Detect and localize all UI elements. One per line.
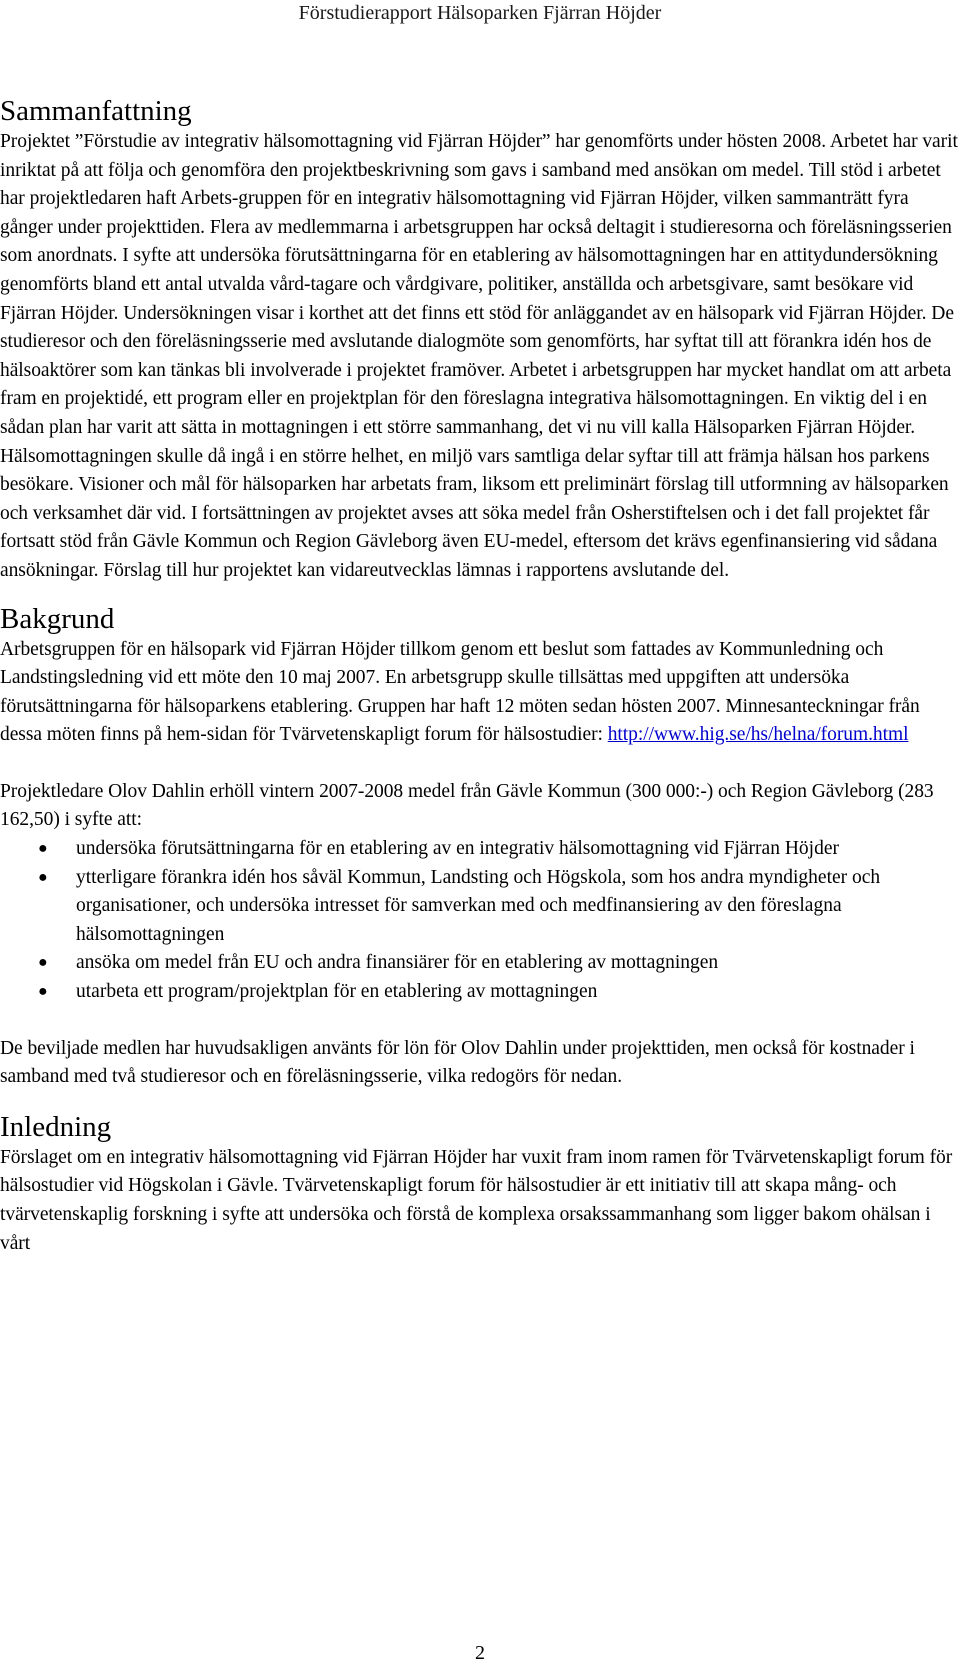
bakgrund-paragraph-2: Projektledare Olov Dahlin erhöll vintern 2007-2008 medel från Gävle Kommun (300 000:-) och Region Gävleborg (283 162,50) i syfte att: [0,780,934,831]
bakgrund-paragraph-3: De beviljade medlen har huvudsakligen använts för lön för Olov Dahlin under projekttiden, men också för kostnader i samband med två studieresor och en föreläsningsserie, vilka redogörs för nedan. [0,1037,915,1088]
bullet-icon: ● [38,954,48,972]
bakgrund-paragraph-1-text: Arbetsgruppen för en hälsopark vid Fjärran Höjder tillkom genom ett beslut som fattades av Kommunledning och Landstingsledning vid ett möte den 10 maj 2007. En arbetsgrupp skulle tillsättas med uppgiften att undersöka förutsättningarna för hälsoparkens etablering. Gruppen har haft 12 möten sedan hösten 2007. Minnesanteckningar från dessa möten finns på hem-sidan för Tvärvetenskapligt forum för hälsostudier: [0,638,920,746]
document-body [0,94,958,1258]
forum-link[interactable]: http://www.hig.se/hs/helna/forum.html [607,724,909,746]
list-item [0,835,958,864]
inledning-paragraph: Förslaget om en integrativ hälsomottagning vid Fjärran Höjder har vuxit fram inom ramen för Tvärvetenskapligt forum för hälsostudier vid Högskolan i Gävle. Tvärvetenskapligt forum för hälsostudier är ett initiativ till att skapa mång- och tvärvetenskaplig forskning i syfte att undersöka och förstå de komplexa orsakssammanhang som ligger bakom ohälsan i vårt [0,1146,953,1254]
list-item-text: undersöka förutsättningarna för en etablering av en integrativ hälsomottagning vid Fjärran Höjder [76,838,839,860]
section-heading-sammanfattning: Sammanfattning [0,95,192,127]
list-item-text: ytterligare förankra idén hos såväl Kommun, Landsting och Högskola, som hos andra myndigheter och organisationer, och undersöka intresset för samverkan med och medfinansiering av den föreslagna hälsomottagningen [76,866,881,945]
bullet-icon: ● [38,868,48,886]
section-heading-bakgrund: Bakgrund [0,602,115,635]
sammanfattning-paragraph: Projektet ”Förstudie av integrativ hälsomottagning vid Fjärran Höjder” har genomförts under hösten 2008. Arbetet har varit inriktat på att följa och genomföra den projektbeskrivning som gavs i samband med ansökan om medel. Till stöd i arbetet har projektledaren haft Arbets-gruppen för en integrativ hälsomottagning vid Fjärran Höjder, vilken sammanträtt fyra gånger under projekttiden. Flera av medlemmarna i arbetsgruppen har också deltagit i studieresorna och föreläsningsserien som anordnats. I syfte att undersöka förutsättningarna för en etablering av hälsomottagningen har en attitydundersökning genomförts bland ett antal utvalda vård-tagare och vårdgivare, politiker, anställda och arbetsgivare, samt besökare vid Fjärran Höjder. Undersökningen visar i korthet att det finns ett stöd för anläggandet av en hälsopark vid Fjärran Höjder. De studieresor och den föreläsningsserie med avslutande dialogmöte som genomförts, har syftat till att förankra idén hos de hälsoaktörer som kan tänkas bli involverade i projektet framöver. Arbetet i arbetsgruppen har mycket handlat om att arbeta fram en projektidé, ett program eller en projektplan för den föreslagna integrativa hälsomottagningen. En viktig del i en sådan plan har varit att sätta in mottagningen i ett större sammanhang, det vi nu vill kalla Hälsoparken Fjärran Höjder. Hälsomottagningen skulle då ingå i en större helhet, en miljö vars samtliga delar syftar till att främja hälsan hos parkens besökare. Visioner och mål för hälsoparken har arbetats fram, liksom ett preliminärt förslag till utformning av hälsoparken och verksamhet där vid. I fortsättningen av projektet avses att söka medel från Osherstiftelsen och i det fall projektet får fortsatt stöd från Gävle Kommun och Region Gävleborg även EU-medel, eftersom det krävs egenfinansiering vid sådana ansökningar. Förslag till hur projektet kan vidareutvecklas lämnas i rapportens avslutande del. [0,131,958,581]
section-heading-inledning: Inledning [0,1110,112,1143]
bullet-list [0,835,958,1007]
list-item [0,978,958,1007]
section-bakgrund [0,602,958,1092]
section-sammanfattning [0,94,958,586]
list-item [0,949,958,978]
list-item [0,864,958,950]
bullet-icon: ● [38,840,48,858]
list-item-text: ansöka om medel från EU och andra finansiärer för en etablering av mottagningen [76,952,719,974]
bakgrund-paragraph-1 [0,636,958,750]
list-item-text: utarbeta ett program/projektplan för en etablering av mottagningen [76,981,598,1003]
running-header: Förstudierapport Hälsoparken Fjärran Höjder [298,2,662,24]
page-number: 2 [475,1642,485,1664]
bullet-icon: ● [38,983,48,1001]
section-inledning [0,1110,958,1258]
